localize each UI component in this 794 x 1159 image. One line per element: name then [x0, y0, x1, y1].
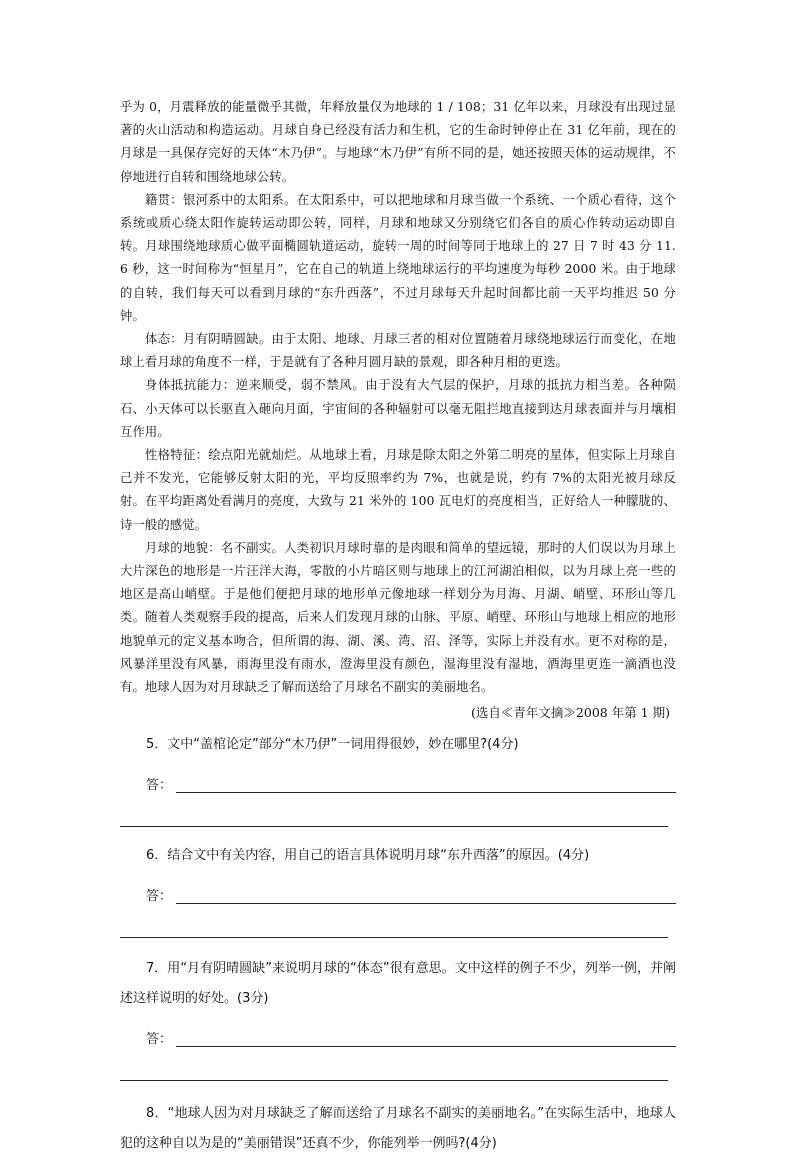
reading-passage	[120, 96, 676, 699]
question-5-text: 5．文中“盖棺论定”部分“木乃伊”一词用得很妙，妙在哪里?(4分)	[146, 737, 519, 753]
question-6-answer-line-2[interactable]	[120, 907, 668, 938]
passage-paragraph-3: 体态：月有阴晴圆缺。由于太阳、地球、月球三者的相对位置随着月球绕地球运行而变化，在地球上看月球的角度不一样，于是就有了各种月圆月缺的景观，即各种月相的更迭。	[120, 332, 676, 370]
question-7-text: 7．用“月有阴晴圆缺”来说明月球的“体态”很有意思。文中这样的例子不少，列举一例，并阐述这样说明的好处。(3分)	[120, 961, 676, 1007]
answer-label: 答：	[146, 1032, 173, 1048]
question-6-text: 6．结合文中有关内容，用自己的语言具体说明月球“东升西落”的原因。(4分)	[146, 848, 590, 864]
answer-label: 答：	[146, 889, 173, 905]
question-7	[120, 954, 676, 1081]
answer-label: 答：	[146, 778, 173, 794]
question-6	[120, 841, 676, 938]
passage-paragraph-2: 籍贯：银河系中的太阳系。在太阳系中，可以把地球和月球当做一个系统、一个质心看待，这个系统或质心绕太阳作旋转运动即公转，同样，月球和地球又分别绕它们各自的质心作转动运动即自转。月球围绕地球质心做平面椭圆轨道运动，旋转一周的时间等同于地球上的 27 日 7 时 43 分 11. 6 秒，这一时间称为“恒星月”，它在自己的轨道上绕地球运行的平均速度为每秒 2000 米。由于地球的自转，我们每天可以看到月球的“东升西落”，不过月球每天升起时间都比前一天平均推迟 50 分钟。	[120, 192, 676, 323]
question-8	[120, 1099, 676, 1159]
passage-paragraph-5: 性格特征：绘点阳光就灿烂。从地球上看，月球是除太阳之外第二明亮的星体，但实际上月球自己并不发光，它能够反射太阳的光，平均反照率约为 7%，也就是说，约有 7%的太阳光被月球反射。在平均距离处看满月的亮度，大致与 21 米外的 100 瓦电灯的亮度相当，正好给人一种朦胧的、诗一般的感觉。	[120, 448, 676, 532]
passage-paragraph-1: 乎为 0，月震释放的能量微乎其微，年释放量仅为地球的 1 / 108；31 亿年以来，月球没有出现过显著的火山活动和构造运动。月球自身已经没有活力和生机，它的生命时钟停止在 31 亿年前，现在的月球是一具保存完好的天体“木乃伊”。与地球“木乃伊”有所不同的是，她还按照天体的运动规律，不停地进行自转和围绕地球公转。	[120, 100, 676, 184]
source-citation: (选自≪青年文摘≫2008 年第 1 期)	[471, 705, 670, 721]
question-5-answer-line-1[interactable]	[176, 791, 676, 793]
question-6-answer-row	[120, 877, 676, 907]
question-7-answer-row	[120, 1020, 676, 1050]
worksheet-page	[120, 96, 676, 1159]
question-8-text: 8．“地球人因为对月球缺乏了解而送给了月球名不副实的美丽地名。”在实际生活中，地球人犯的这种自以为是的“美丽错误”还真不少，你能列举一例吗?(4分)	[120, 1106, 676, 1152]
passage-paragraph-4: 身体抵抗能力：逆来顺受，弱不禁风。由于没有大气层的保护，月球的抵抗力相当差。各种陨石、小天体可以长驱直入砸向月面，宇宙间的各种辐射可以毫无阻拦地直接到达月球表面并与月壤相互作用。	[120, 378, 676, 439]
question-5	[120, 730, 676, 827]
question-5-answer-row	[120, 766, 676, 796]
passage-paragraph-6: 月球的地貌：名不副实。人类初识月球时靠的是肉眼和简单的望远镜，那时的人们误以为月球上大片深色的地形是一片汪洋大海，零散的小片暗区则与地球上的江河湖泊相似，以为月球上亮一些的地区是高山峭壁。于是他们便把月球的地形单元像地球一样划分为月海、月湖、峭壁、环形山等几类。随着人类观察手段的提高，后来人们发现月球的山脉、平原、峭壁、环形山与地球上相应的地形地貌单元的定义基本吻合，但所谓的海、湖、溪、湾、沼、泽等，实际上并没有水。更不对称的是，风暴洋里没有风暴，雨海里没有雨水，澄海里没有颜色，湿海里没有湿地，酒海里更连一滴酒也没有。地球人因为对月球缺乏了解而送给了月球名不副实的美丽地名。	[120, 540, 676, 695]
question-5-answer-line-2[interactable]	[120, 796, 668, 827]
question-6-answer-line-1[interactable]	[176, 902, 676, 904]
question-7-answer-line-1[interactable]	[176, 1045, 676, 1047]
question-7-answer-line-2[interactable]	[120, 1050, 668, 1081]
